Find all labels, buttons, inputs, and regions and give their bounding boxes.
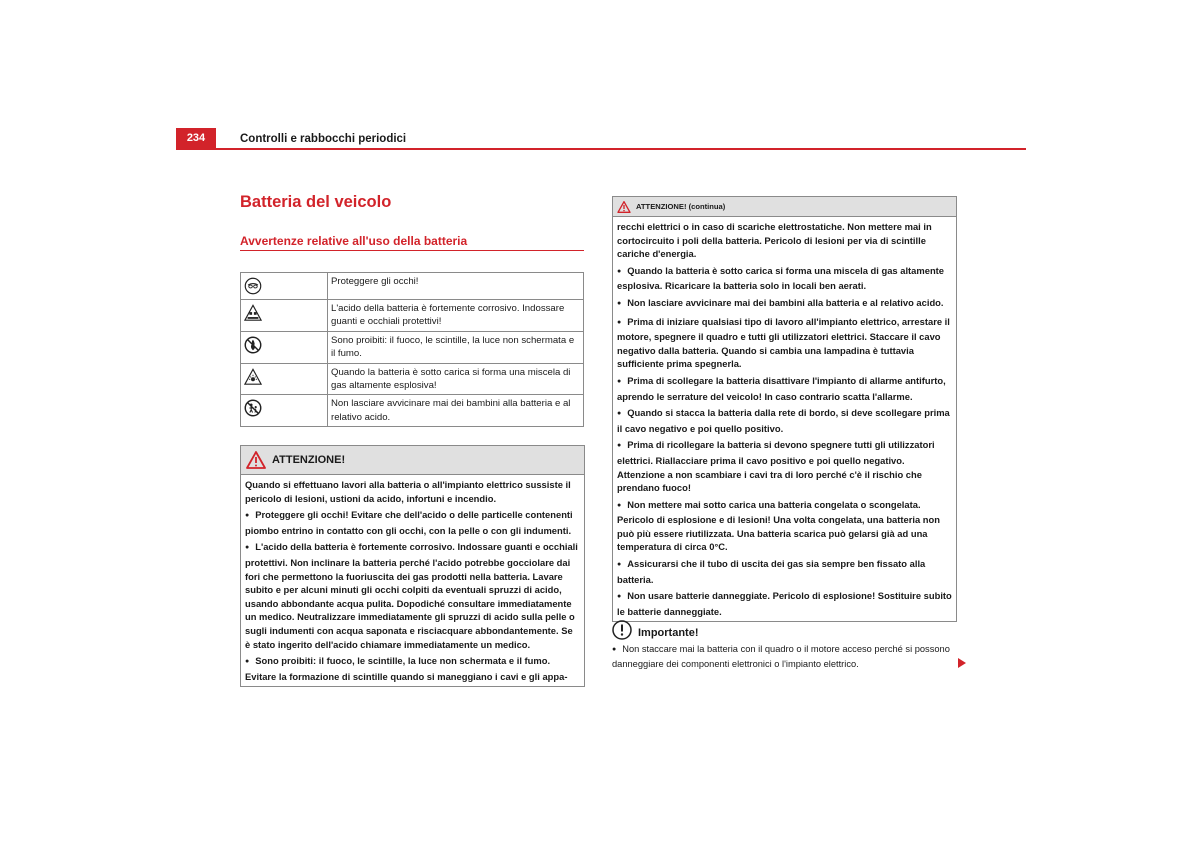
list-item: ● Quando si stacca la batteria dalla rete di bordo, si deve scollegare prima il cavo negativo e poi quello positivo.: [617, 406, 952, 435]
subsection-divider: [240, 250, 584, 251]
warning-intro: Quando si effettuano lavori alla batteria o all'impianto elettrico sussiste il pericolo di lesioni, ustioni da acido, infortuni e incendio.: [245, 479, 571, 504]
list-item: ● Non mettere mai sotto carica una batteria congelata o scongelata. Pericolo di esplosione e di lesioni! Una volta congelata, una batteria non può più essere riutilizzata. Una batteria scarica può gelarsi già ad una temperatura di circa 0°C.: [617, 498, 952, 554]
warning-title: ATTENZIONE!: [272, 454, 346, 466]
warning-title: ATTENZIONE! (continua): [636, 202, 726, 211]
subsection-title: Avvertenze relative all'uso della batteria: [240, 234, 468, 248]
symbol-description: Non lasciare avvicinare mai dei bambini alla batteria e al relativo acido.: [328, 395, 584, 427]
list-item: ● Non lasciare avvicinare mai dei bambini alla batteria e al relativo acido.: [617, 296, 952, 312]
list-item: ● Prima di ricollegare la batteria si devono spegnere tutti gli utilizzatori elettrici. Riallacciare prima il cavo positivo e poi quello negativo. Attenzione a non scambiare i cavi tra di loro perché c'è il rischio che prendano fuoco!: [617, 438, 952, 494]
warning-header: [613, 197, 956, 217]
symbol-description: Sono proibiti: il fuoco, le scintille, la luce non schermata e il fumo.: [328, 331, 584, 363]
header-divider: [176, 148, 1026, 150]
warning-header: [241, 446, 584, 475]
list-item: ● Non usare batterie danneggiate. Pericolo di esplosione! Sostituire subito le batterie danneggiate.: [617, 589, 952, 618]
list-item: ● Proteggere gli occhi! Evitare che dell'acido o delle particelle contenenti piombo entrino in contatto con gli occhi, con la pelle o con gli indumenti.: [245, 508, 580, 537]
keep-children-away-icon: [244, 399, 262, 417]
table-row: [241, 300, 584, 332]
symbol-table: [240, 272, 584, 427]
section-title: Batteria del veicolo: [240, 193, 392, 211]
no-fire-icon: [244, 336, 262, 354]
list-item: ● Assicurarsi che il tubo di uscita dei gas sia sempre ben fissato alla batteria.: [617, 557, 952, 586]
exclamation-circle-icon: [612, 620, 632, 640]
continue-arrow-icon: [958, 658, 966, 668]
warning-triangle-icon: [246, 451, 266, 469]
table-row: [241, 395, 584, 427]
table-row: [241, 273, 584, 300]
symbol-description: Proteggere gli occhi!: [328, 273, 584, 300]
chapter-title: Controlli e rabbocchi periodici: [240, 133, 407, 145]
table-row: [241, 363, 584, 395]
important-title: Importante!: [638, 627, 699, 639]
explosive-gas-icon: [244, 368, 262, 386]
symbol-description: Quando la batteria è sotto carica si forma una miscela di gas altamente esplosiva!: [328, 363, 584, 395]
table-row: [241, 331, 584, 363]
list-item: ● Prima di iniziare qualsiasi tipo di lavoro all'impianto elettrico, arrestare il motore, spegnere il quadro e tutti gli utilizzatori elettrici. Staccare il cavo negativo dalla batteria. Quando si cambia una lampadina è tuttavia sufficiente prima spegnerla.: [617, 315, 952, 371]
corrosive-acid-icon: [244, 304, 262, 322]
warning-box: [240, 445, 585, 687]
list-item: ● L'acido della batteria è fortemente corrosivo. Indossare guanti e occhiali protettivi. Non inclinare la batteria perché l'acido potrebbe gocciolare dai fori che permettono la fuoriuscita dei gas prodotti nella batteria. Lavare subito e per alcuni minuti gli occhi colpiti da eventuali spruzzi di acido, usando abbondante acqua pulita. Dopodiché consultare immediatamente un medico. Neutralizzare immediatamente gli spruzzi di acido sulla pelle o sugli indumenti con acqua saponata e risciacquare abbondantemente. Se è stato ingerito dell'acido chiamare immediatamente un medico.: [245, 540, 580, 651]
warning-box-continued: [612, 196, 957, 622]
list-item: ● Quando la batteria è sotto carica si forma una miscela di gas altamente esplosiva. Ricaricare la batteria solo in locali ben aerati.: [617, 264, 952, 293]
list-item: ● Prima di scollegare la batteria disattivare l'impianto di allarme antifurto, aprendo le serrature del veicolo! In caso contrario scatta l'allarme.: [617, 374, 952, 403]
symbol-description: L'acido della batteria è fortemente corrosivo. Indossare guanti e occhiali protettivi!: [328, 300, 584, 332]
page-number: 234: [176, 128, 216, 148]
warning-body: [241, 475, 584, 686]
warning-intro: recchi elettrici o in caso di scariche elettrostatiche. Non mettere mai in cortocircuito i poli della batteria. Pericolo di lesioni per via di scintille cariche d'energia.: [617, 221, 932, 260]
warning-triangle-icon: [617, 201, 631, 213]
important-text: ● Non staccare mai la batteria con il quadro o il motore acceso perché si possono danneggiare dei componenti elettronici o l'impianto elettrico.: [612, 643, 957, 671]
eye-protection-icon: [244, 277, 262, 295]
important-note: [612, 620, 957, 671]
warning-body: [613, 217, 956, 621]
list-item: ● Sono proibiti: il fuoco, le scintille, la luce non schermata e il fumo. Evitare la formazione di scintille quando si maneggiano i cavi e gli appa-: [245, 654, 580, 683]
